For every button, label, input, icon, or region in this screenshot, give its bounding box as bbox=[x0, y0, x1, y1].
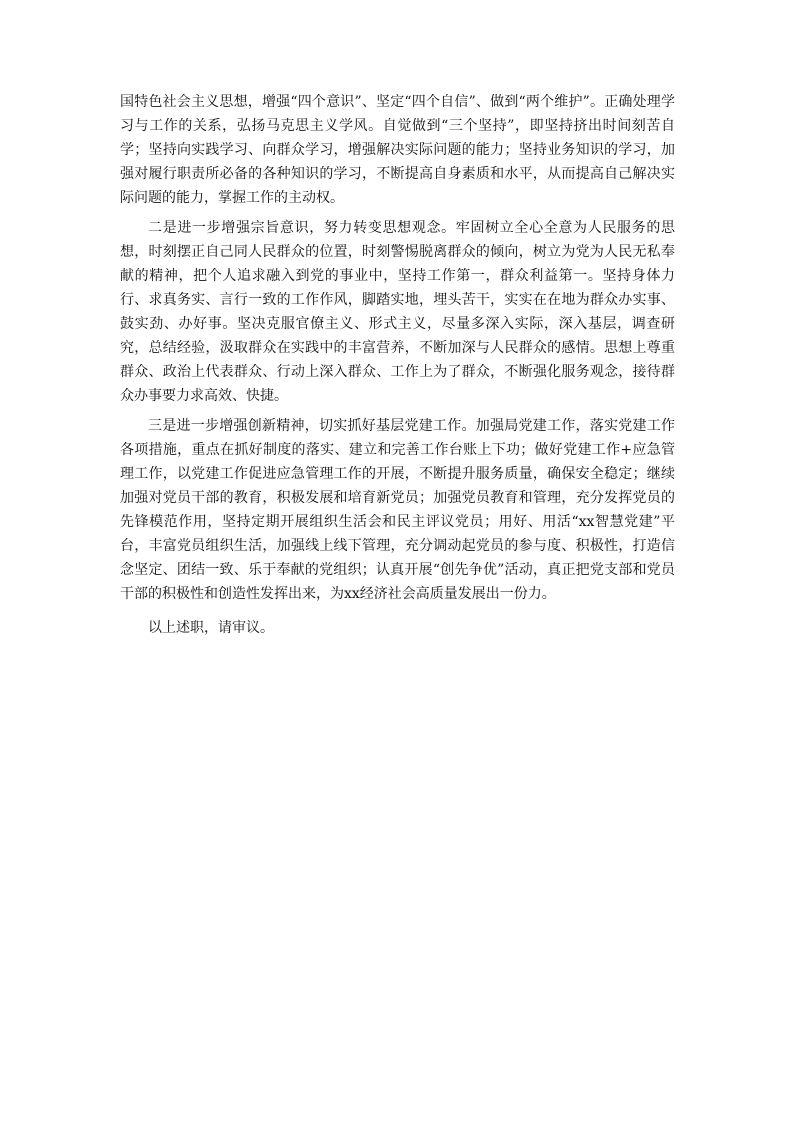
document-body bbox=[120, 90, 675, 646]
closing-line: 以上述职，请审议。 bbox=[148, 620, 274, 636]
paragraph-point-three: 三是进一步增强创新精神，切实抓好基层党建工作。加强局党建工作，落实党建工作各项措施，重点在抓好制度的落实、建立和完善工作台账上下功；做好党建工作+应急管理工作，以党建工作促进应急管理工作的开展，不断提升服务质量，确保安全稳定；继续加强对党员干部的教育，积极发展和培育新党员；加强党员教育和管理，充分发挥党员的先锋模范作用，坚持定期开展组织生活会和民主评议党员；用好、用活“xx智慧党建”平台，丰富党员组织生活，加强线上线下管理，充分调动起党员的参与度、积极性，打造信念坚定、团结一致、乐于奉献的党组织；认真开展“创先争优”活动，真正把党支部和党员干部的积极性和创造性发挥出来，为xx经济社会高质量发展出一份力。 bbox=[120, 418, 675, 602]
paragraph-continued: 国特色社会主义思想，增强“四个意识”、坚定“四个自信”、做到“两个维护”。正确处理学习与工作的关系，弘扬马克思主义学风。自觉做到“三个坚持”，即坚持挤出时间刻苦自学；坚持向实践学习、向群众学习，增强解决实际问题的能力；坚持业务知识的学习，加强对履行职责所必备的各种知识的学习，不断提高自身素质和水平，从而提高自己解决实际问题的能力，掌握工作的主动权。 bbox=[120, 94, 675, 206]
paragraph-point-two: 二是进一步增强宗旨意识，努力转变思想观念。牢固树立全心全意为人民服务的思想，时刻摆正自己同人民群众的位置，时刻警惕脱离群众的倾向，树立为党为人民无私奉献的精神，把个人追求融入到党的事业中，坚持工作第一，群众利益第一。坚持身体力行、求真务实、言行一致的工作作风，脚踏实地，埋头苦干，实实在在地为群众办实事、鼓实劲、办好事。坚决克服官僚主义、形式主义，尽量多深入实际，深入基层，调查研究，总结经验，汲取群众在实践中的丰富营养，不断加深与人民群众的感情。思想上尊重群众、政治上代表群众、行动上深入群众、工作上为了群众，不断强化服务观念，接待群众办事要力求高效、快捷。 bbox=[120, 220, 675, 404]
